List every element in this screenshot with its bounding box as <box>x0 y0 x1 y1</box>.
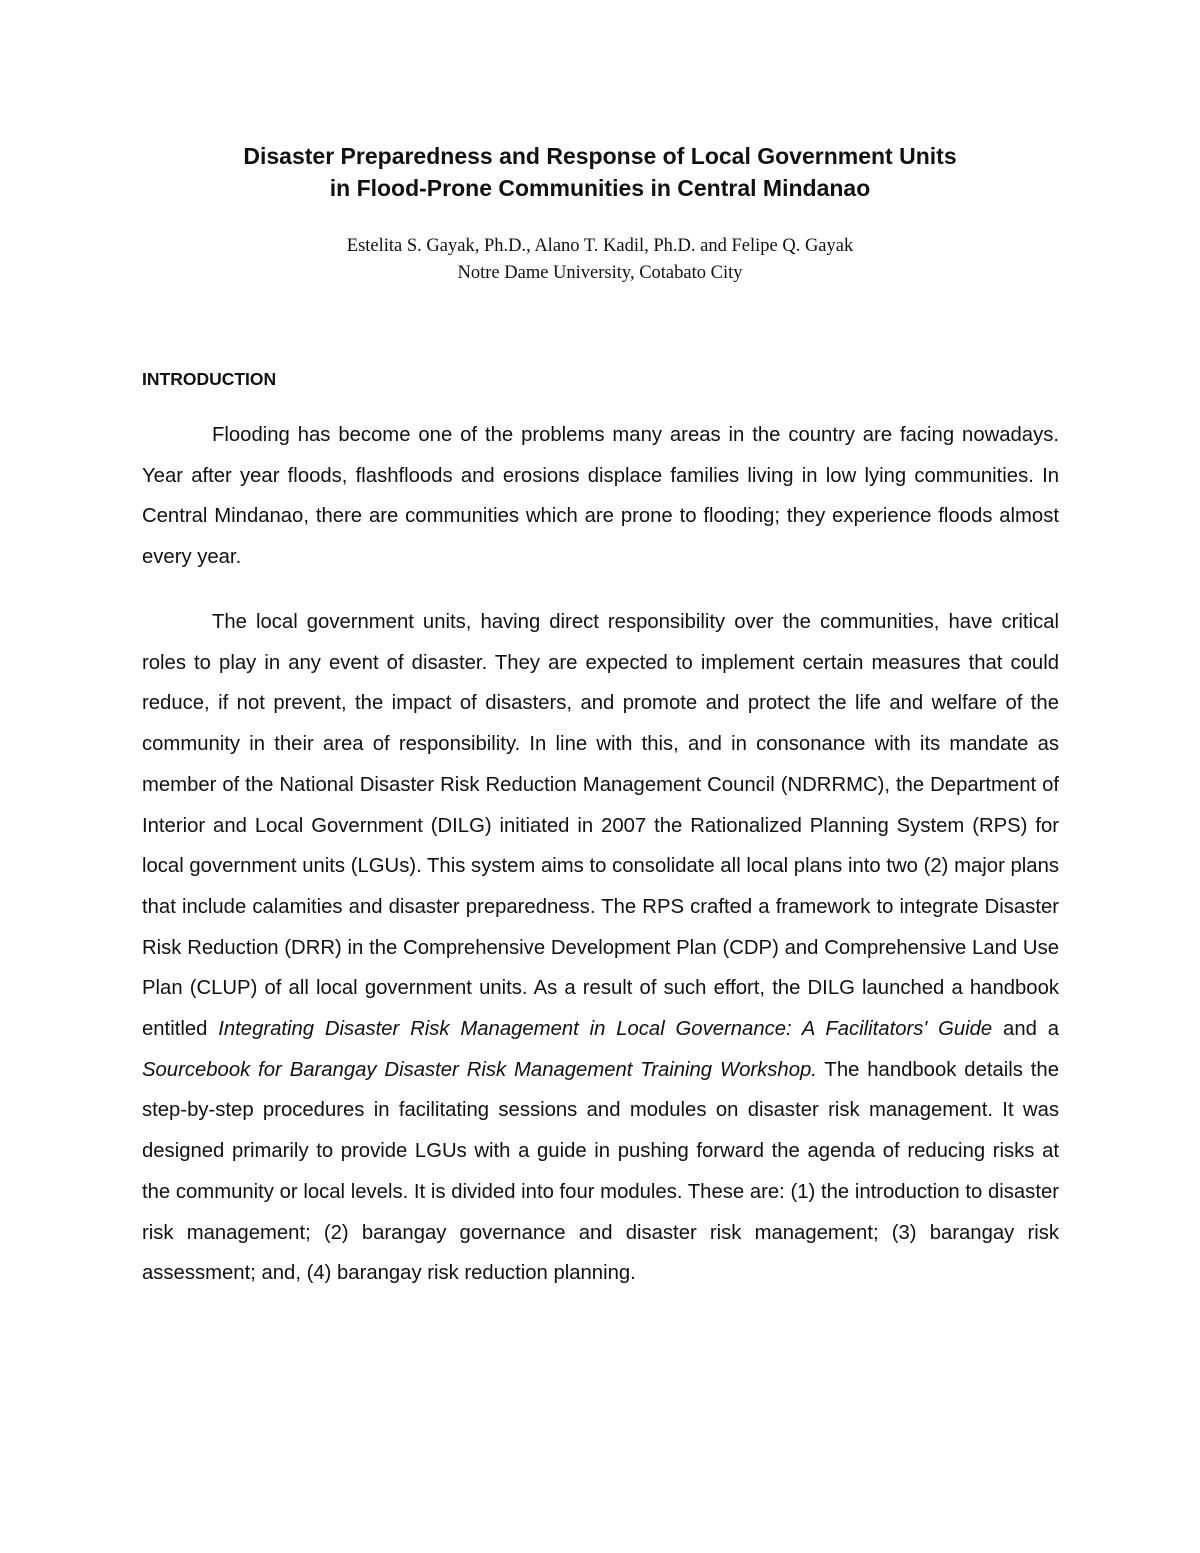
paragraph-2-text-part-3: The handbook details the step-by-step procedures in facilitating sessions and modules on disaster risk management. It was designed primarily to provide LGUs with a guide in pushing forward the agenda of reducing risks at the community or local levels. It is divided into four modules. These are: (1) the introduction to disaster risk management; (2) barangay governance and disaster risk management; (3) barangay risk assessment; and, (4) barangay risk reduction planning. <box>142 1058 1059 1285</box>
author-block <box>100 233 1100 287</box>
paper-title <box>100 140 1100 204</box>
sourcebook-title-italic: Sourcebook for Barangay Disaster Risk Management Training Workshop. <box>142 1058 817 1081</box>
authors: Estelita S. Gayak, Ph.D., Alano T. Kadil, Ph.D. and Felipe Q. Gayak <box>346 236 854 256</box>
handbook-title-italic: Integrating Disaster Risk Management in Local Governance: A Facilitators' Guide <box>218 1018 993 1041</box>
introduction-paragraph-1: Flooding has become one of the problems many areas in the country are facing nowadays. Year after year floods, flashfloods and erosions displace families living in low lying communities. In Central Mindanao, there are communities which are prone to flooding; they experience floods almost every year. <box>142 424 1059 569</box>
introduction-paragraph-2 <box>142 602 1059 1294</box>
section-heading-introduction: INTRODUCTION <box>142 369 277 389</box>
affiliation: Notre Dame University, Cotabato City <box>457 263 743 283</box>
paper-title-line-1: Disaster Preparedness and Response of Local Government Units <box>243 143 957 169</box>
paragraph-2-text-part-2: and a <box>992 1018 1059 1041</box>
paper-title-line-2: in Flood-Prone Communities in Central Mindanao <box>329 175 871 201</box>
paragraph-2-text-part-1: The local government units, having direct responsibility over the communities, have critical roles to play in any event of disaster. They are expected to implement certain measures that could reduce, if not prevent, the impact of disasters, and promote and protect the life and welfare of the community in their area of responsibility. In line with this, and in consonance with its mandate as member of the National Disaster Risk Reduction Management Council (NDRRMC), the Department of Interior and Local Government (DILG) initiated in 2007 the Rationalized Planning System (RPS) for local government units (LGUs). This system aims to consolidate all local plans into two (2) major plans that include calamities and disaster preparedness. The RPS crafted a framework to integrate Disaster Risk Reduction (DRR) in the Comprehensive Development Plan (CDP) and Comprehensive Land Use Plan (CLUP) of all local government units. As a result of such effort, the DILG launched a handbook entitled <box>142 611 1059 1041</box>
